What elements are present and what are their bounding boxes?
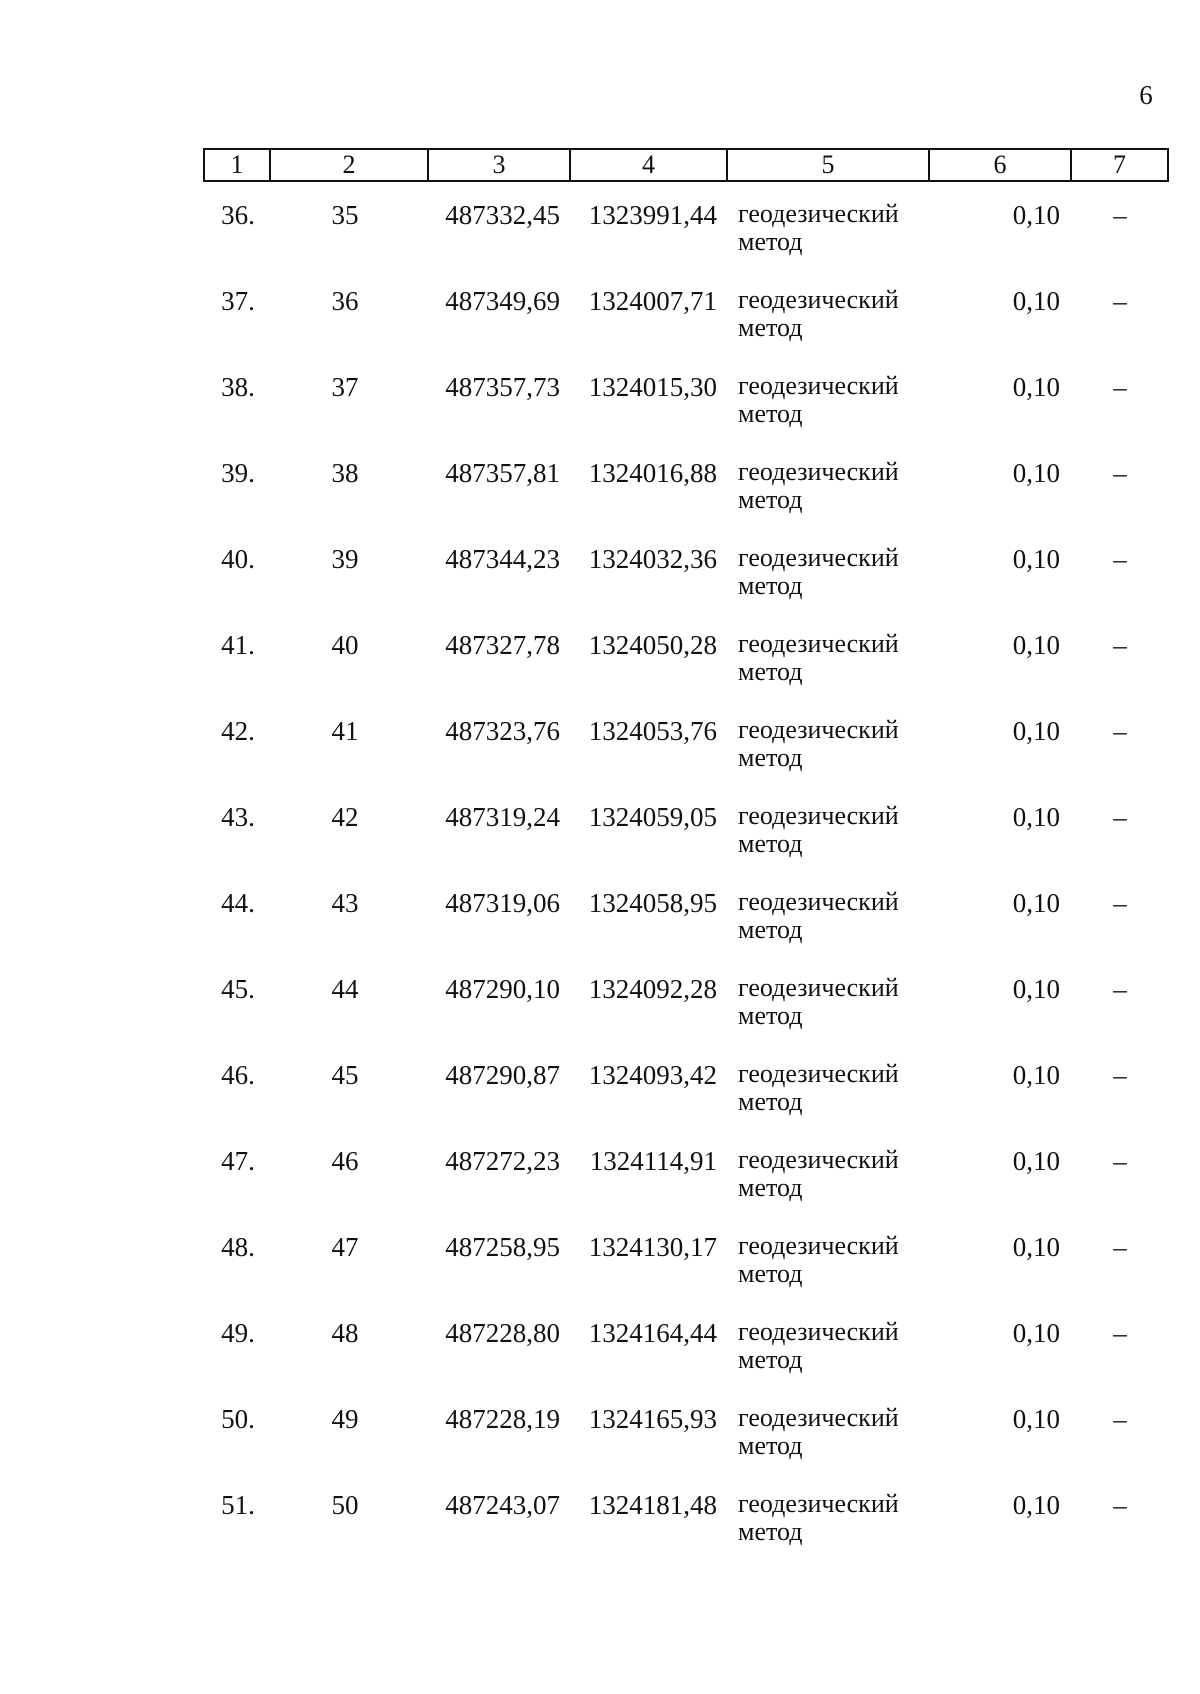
y-coordinate: 1324165,93 xyxy=(588,1404,717,1434)
point-number: 50 xyxy=(331,1490,359,1520)
method xyxy=(738,630,958,686)
point-number: 47 xyxy=(331,1232,359,1262)
table-row xyxy=(0,716,1200,802)
row-number: 43. xyxy=(221,802,255,832)
row-number: 49. xyxy=(221,1318,255,1348)
table-row xyxy=(0,372,1200,458)
accuracy: 0,10 xyxy=(1012,372,1060,402)
method xyxy=(738,974,958,1030)
x-coordinate: 487323,76 xyxy=(445,716,560,746)
x-coordinate: 487357,73 xyxy=(445,372,560,402)
header-col-7: 7 xyxy=(1113,150,1126,179)
method-line-1: геодезический xyxy=(738,1145,899,1174)
method-line-2: метод xyxy=(738,1087,803,1116)
y-coordinate: 1324053,76 xyxy=(588,716,717,746)
header-col-1: 1 xyxy=(205,150,271,180)
row-number: 42. xyxy=(221,716,255,746)
row-number: 51. xyxy=(221,1490,255,1520)
note: – xyxy=(1113,1146,1127,1176)
accuracy: 0,10 xyxy=(1012,200,1060,230)
method-line-1: геодезический xyxy=(738,199,899,228)
x-coordinate: 487357,81 xyxy=(445,458,560,488)
point-number: 38 xyxy=(331,458,359,488)
table-row xyxy=(0,200,1200,286)
note: – xyxy=(1113,630,1127,660)
table-row xyxy=(0,974,1200,1060)
note: – xyxy=(1113,888,1127,918)
y-coordinate: 1323991,44 xyxy=(588,200,717,230)
accuracy: 0,10 xyxy=(1012,1146,1060,1176)
row-number: 48. xyxy=(221,1232,255,1262)
point-number: 42 xyxy=(331,802,359,832)
header-col-2: 2 xyxy=(271,150,429,180)
method-line-1: геодезический xyxy=(738,371,899,400)
x-coordinate: 487228,19 xyxy=(445,1404,560,1434)
note: – xyxy=(1113,716,1127,746)
y-coordinate: 1324164,44 xyxy=(588,1318,717,1348)
method-line-1: геодезический xyxy=(738,715,899,744)
method xyxy=(738,802,958,858)
note: – xyxy=(1113,1318,1127,1348)
point-number: 39 xyxy=(331,544,359,574)
note: – xyxy=(1113,286,1127,316)
method-line-1: геодезический xyxy=(738,285,899,314)
header-col-6: 6 xyxy=(930,150,1072,180)
method-line-2: метод xyxy=(738,1345,803,1374)
accuracy: 0,10 xyxy=(1012,1060,1060,1090)
row-number: 37. xyxy=(221,286,255,316)
row-number: 45. xyxy=(221,974,255,1004)
row-number: 44. xyxy=(221,888,255,918)
method xyxy=(738,1404,958,1460)
accuracy: 0,10 xyxy=(1012,716,1060,746)
y-coordinate: 1324016,88 xyxy=(588,458,717,488)
method-line-2: метод xyxy=(738,571,803,600)
method-line-1: геодезический xyxy=(738,887,899,916)
table-row xyxy=(0,888,1200,974)
note: – xyxy=(1113,1232,1127,1262)
accuracy: 0,10 xyxy=(1012,1490,1060,1520)
method xyxy=(738,200,958,256)
accuracy: 0,10 xyxy=(1012,1318,1060,1348)
x-coordinate: 487327,78 xyxy=(445,630,560,660)
x-coordinate: 487290,10 xyxy=(445,974,560,1004)
method-line-2: метод xyxy=(738,399,803,428)
method xyxy=(738,1490,958,1546)
method-line-2: метод xyxy=(738,915,803,944)
method xyxy=(738,372,958,428)
point-number: 49 xyxy=(331,1404,359,1434)
table-row xyxy=(0,1318,1200,1404)
row-number: 46. xyxy=(221,1060,255,1090)
method-line-1: геодезический xyxy=(738,1231,899,1260)
header-col-3: 3 xyxy=(429,150,571,180)
note: – xyxy=(1113,802,1127,832)
table-row xyxy=(0,1404,1200,1490)
method xyxy=(738,1318,958,1374)
method-line-1: геодезический xyxy=(738,457,899,486)
method-line-1: геодезический xyxy=(738,1403,899,1432)
note: – xyxy=(1113,1404,1127,1434)
table-body xyxy=(0,200,1200,1576)
note: – xyxy=(1113,200,1127,230)
method-line-1: геодезический xyxy=(738,1317,899,1346)
y-coordinate: 1324130,17 xyxy=(588,1232,717,1262)
method-line-1: геодезический xyxy=(738,629,899,658)
method-line-2: метод xyxy=(738,743,803,772)
note: – xyxy=(1113,1490,1127,1520)
y-coordinate: 1324050,28 xyxy=(588,630,717,660)
table-row xyxy=(0,544,1200,630)
y-coordinate: 1324181,48 xyxy=(588,1490,717,1520)
table-row xyxy=(0,802,1200,888)
note: – xyxy=(1113,974,1127,1004)
method xyxy=(738,1232,958,1288)
method-line-1: геодезический xyxy=(738,1489,899,1518)
x-coordinate: 487319,24 xyxy=(445,802,560,832)
x-coordinate: 487332,45 xyxy=(445,200,560,230)
x-coordinate: 487258,95 xyxy=(445,1232,560,1262)
method-line-1: геодезический xyxy=(738,543,899,572)
accuracy: 0,10 xyxy=(1012,286,1060,316)
method-line-2: метод xyxy=(738,1173,803,1202)
page-number: 6 xyxy=(1139,80,1153,110)
note: – xyxy=(1113,544,1127,574)
header-col-5: 5 xyxy=(728,150,930,180)
note: – xyxy=(1113,458,1127,488)
x-coordinate: 487272,23 xyxy=(445,1146,560,1176)
x-coordinate: 487319,06 xyxy=(445,888,560,918)
accuracy: 0,10 xyxy=(1012,1232,1060,1262)
y-coordinate: 1324092,28 xyxy=(588,974,717,1004)
point-number: 46 xyxy=(331,1146,359,1176)
accuracy: 0,10 xyxy=(1012,974,1060,1004)
method-line-1: геодезический xyxy=(738,801,899,830)
row-number: 40. xyxy=(221,544,255,574)
table-row xyxy=(0,286,1200,372)
y-coordinate: 1324015,30 xyxy=(588,372,717,402)
accuracy: 0,10 xyxy=(1012,630,1060,660)
table-row xyxy=(0,630,1200,716)
method xyxy=(738,1146,958,1202)
accuracy: 0,10 xyxy=(1012,1404,1060,1434)
method-line-2: метод xyxy=(738,313,803,342)
method xyxy=(738,286,958,342)
method-line-2: метод xyxy=(738,485,803,514)
method xyxy=(738,888,958,944)
point-number: 35 xyxy=(331,200,359,230)
header-col-4: 4 xyxy=(571,150,728,180)
y-coordinate: 1324059,05 xyxy=(588,802,717,832)
table-row xyxy=(0,458,1200,544)
table-row xyxy=(0,1146,1200,1232)
method-line-2: метод xyxy=(738,657,803,686)
method xyxy=(738,544,958,600)
method-line-1: геодезический xyxy=(738,1059,899,1088)
row-number: 41. xyxy=(221,630,255,660)
row-number: 39. xyxy=(221,458,255,488)
table-row xyxy=(0,1490,1200,1576)
method-line-2: метод xyxy=(738,1259,803,1288)
method-line-2: метод xyxy=(738,227,803,256)
y-coordinate: 1324007,71 xyxy=(588,286,717,316)
y-coordinate: 1324058,95 xyxy=(588,888,717,918)
method xyxy=(738,716,958,772)
note: – xyxy=(1113,372,1127,402)
note: – xyxy=(1113,1060,1127,1090)
row-number: 38. xyxy=(221,372,255,402)
x-coordinate: 487290,87 xyxy=(445,1060,560,1090)
x-coordinate: 487228,80 xyxy=(445,1318,560,1348)
point-number: 43 xyxy=(331,888,359,918)
row-number: 50. xyxy=(221,1404,255,1434)
row-number: 36. xyxy=(221,200,255,230)
method xyxy=(738,458,958,514)
point-number: 41 xyxy=(331,716,359,746)
method-line-2: метод xyxy=(738,1431,803,1460)
point-number: 48 xyxy=(331,1318,359,1348)
x-coordinate: 487344,23 xyxy=(445,544,560,574)
row-number: 47. xyxy=(221,1146,255,1176)
accuracy: 0,10 xyxy=(1012,888,1060,918)
table-header xyxy=(203,148,1169,182)
method xyxy=(738,1060,958,1116)
y-coordinate: 1324032,36 xyxy=(588,544,717,574)
x-coordinate: 487349,69 xyxy=(445,286,560,316)
table-row xyxy=(0,1060,1200,1146)
point-number: 45 xyxy=(331,1060,359,1090)
y-coordinate: 1324093,42 xyxy=(588,1060,717,1090)
accuracy: 0,10 xyxy=(1012,802,1060,832)
point-number: 36 xyxy=(331,286,359,316)
table-row xyxy=(0,1232,1200,1318)
point-number: 37 xyxy=(331,372,359,402)
point-number: 40 xyxy=(331,630,359,660)
method-line-1: геодезический xyxy=(738,973,899,1002)
accuracy: 0,10 xyxy=(1012,544,1060,574)
point-number: 44 xyxy=(331,974,359,1004)
x-coordinate: 487243,07 xyxy=(445,1490,560,1520)
method-line-2: метод xyxy=(738,1001,803,1030)
method-line-2: метод xyxy=(738,829,803,858)
y-coordinate: 1324114,91 xyxy=(589,1146,717,1176)
accuracy: 0,10 xyxy=(1012,458,1060,488)
method-line-2: метод xyxy=(738,1517,803,1546)
